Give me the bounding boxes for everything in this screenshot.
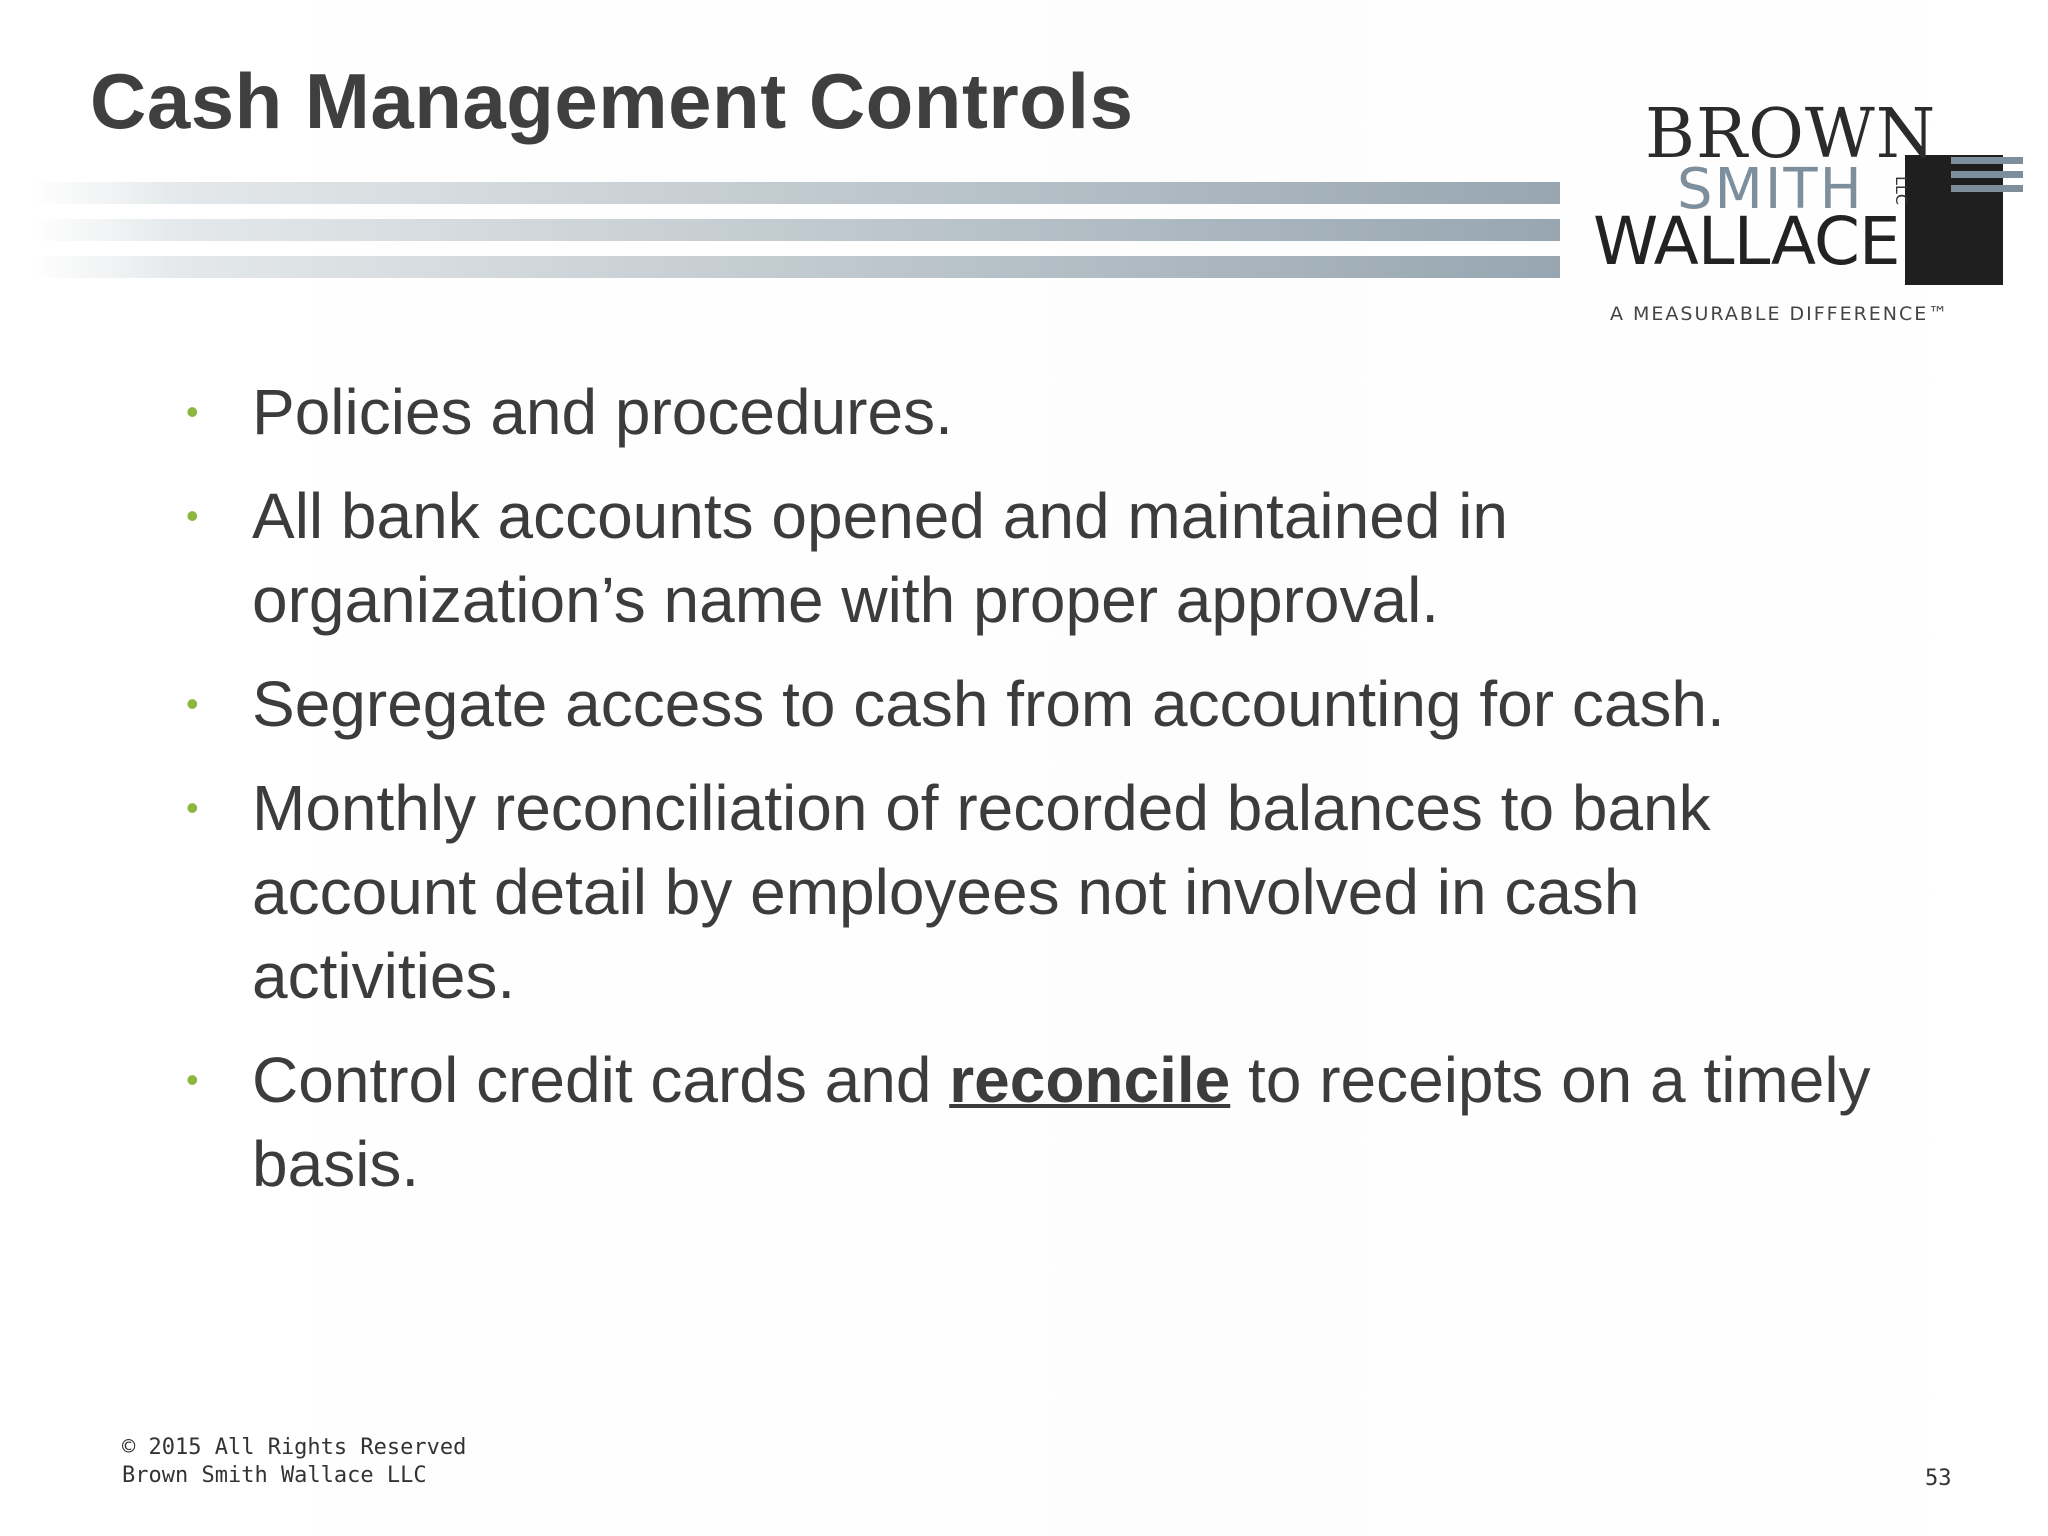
- bullet-text: All bank accounts opened and maintained in organization’s name with proper approval.: [252, 480, 1508, 636]
- stripe: [30, 256, 1560, 278]
- bullet-item: [180, 370, 1900, 454]
- slide-title: Cash Management Controls: [90, 57, 1134, 145]
- stripe: [30, 219, 1560, 241]
- bullet-dot-icon: •: [186, 787, 199, 828]
- bullet-text: Policies and procedures.: [252, 376, 953, 448]
- bullet-dot-icon: •: [186, 391, 199, 432]
- bullet-item: [180, 474, 1900, 642]
- bullet-dot-icon: •: [186, 1059, 199, 1100]
- company-name: Brown Smith Wallace LLC: [122, 1463, 427, 1488]
- bullet-text: Monthly reconciliation of recorded balances to bank account detail by employees not involved in cash activities.: [252, 772, 1711, 1012]
- logo-brown: BROWN: [1645, 95, 1937, 174]
- footer: [122, 1434, 466, 1490]
- logo-llc: LLC: [1892, 176, 1911, 205]
- bullet-item: [180, 662, 1900, 746]
- bullet-text-after: to receipts on a timely basis.: [252, 1044, 1871, 1200]
- bullet-dot-icon: •: [186, 683, 199, 724]
- logo-bar: [1951, 171, 2023, 178]
- emphasized-word: reconcile: [949, 1044, 1231, 1116]
- page-number: 53: [1925, 1466, 1952, 1491]
- logo-smith: SMITH: [1677, 157, 1864, 222]
- bullet-text: Segregate access to cash from accounting for cash.: [252, 668, 1725, 740]
- logo-bar: [1951, 157, 2023, 164]
- stripe: [30, 182, 1560, 204]
- bullet-item: [180, 1038, 1900, 1206]
- bullet-text-before: Control credit cards and: [252, 1044, 950, 1116]
- bullet-list: [180, 370, 1900, 1206]
- slide-content: [180, 370, 1900, 1226]
- logo-wallace: WALLACE: [1593, 203, 1900, 280]
- decorative-stripes: [30, 178, 1560, 288]
- company-logo: [1585, 95, 2025, 335]
- logo-tagline: A MEASURABLE DIFFERENCE™: [1610, 303, 1950, 325]
- bullet-item: [180, 766, 1900, 1018]
- bullet-dot-icon: •: [186, 495, 199, 536]
- logo-bar: [1951, 185, 2023, 192]
- copyright-text: © 2015 All Rights Reserved: [122, 1435, 467, 1460]
